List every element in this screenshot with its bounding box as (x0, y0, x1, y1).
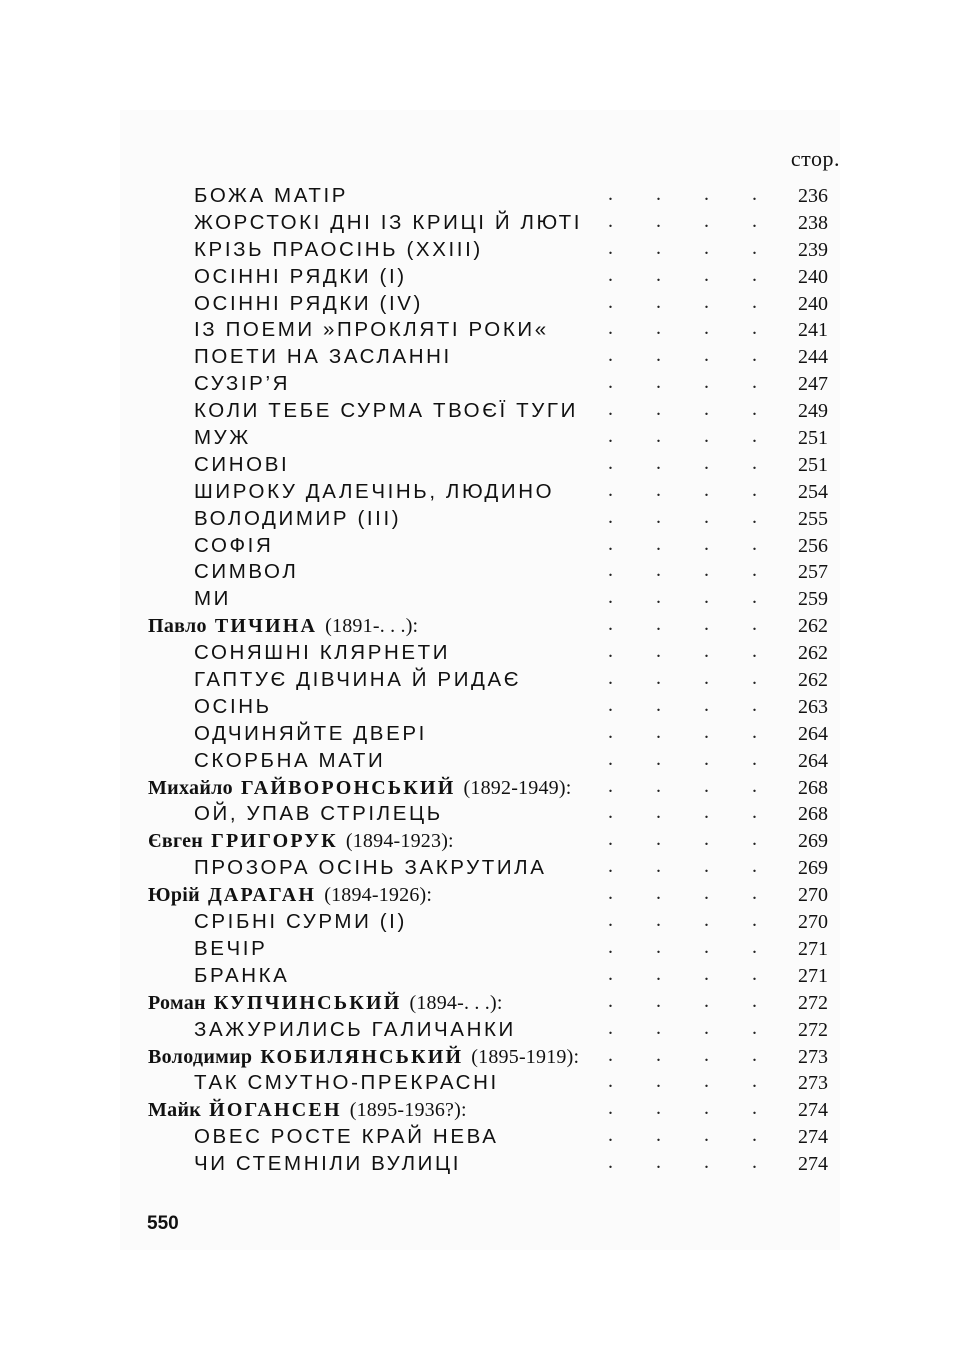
page-column-label: стор. (790, 146, 840, 171)
entry-page-number: 264 (798, 722, 828, 745)
poem-entry (148, 183, 828, 210)
poem-entry (148, 1124, 828, 1151)
author-surname: ГАЙВОРОНСЬКИЙ (240, 776, 456, 799)
author-heading (148, 1044, 579, 1071)
dot-leader: . . . . (608, 962, 776, 985)
dot-leader: . . . . (608, 828, 776, 851)
poem-title: ОЙ, УПАВ СТРІЛЕЦЬ (194, 802, 443, 826)
poem-title: ЧИ СТЕМНІЛИ ВУЛИЦІ (194, 1152, 462, 1176)
entry-page-number: 273 (798, 1045, 828, 1068)
dot-leader: . . . . (608, 209, 776, 232)
poem-entry (148, 452, 828, 479)
poem-title: КОЛИ ТЕБЕ СУРМА ТВОЄЇ ТУГИ (194, 399, 578, 423)
poem-title: КРІЗЬ ПРАОСІНЬ (XXIII) (194, 237, 483, 261)
dot-leader: . . . . (608, 1151, 776, 1174)
dot-leader: . . . . (608, 989, 776, 1012)
dot-leader: . . . . (608, 855, 776, 878)
poem-title: ОСІННІ РЯДКИ (I) (194, 264, 407, 288)
dot-leader: . . . . (608, 1016, 776, 1039)
dot-leader: . . . . (608, 667, 776, 690)
entry-page-number: 263 (798, 695, 828, 718)
poem-entry (148, 506, 828, 533)
author-surname: ЙОГАНСЕН (209, 1099, 342, 1122)
poem-title: ГАПТУЄ ДІВЧИНА Й РИДАЄ (194, 668, 522, 692)
dot-leader: . . . . (608, 505, 776, 528)
poem-title: БОЖА МАТІР (194, 184, 349, 207)
poem-entry (148, 1017, 828, 1044)
entry-page-number: 274 (798, 1126, 828, 1149)
entry-page-number: 272 (798, 991, 828, 1014)
poem-title: ПРОЗОРА ОСІНЬ ЗАКРУТИЛА (194, 856, 547, 880)
poem-title: МУЖ (194, 426, 251, 450)
poem-entry (148, 559, 828, 586)
entry-page-number: 249 (798, 400, 828, 423)
poem-entry (148, 748, 828, 775)
table-of-contents (148, 183, 828, 1178)
poem-entry (148, 1070, 828, 1097)
entry-page-number: 240 (798, 265, 828, 288)
entry-page-number: 244 (798, 346, 828, 369)
dot-leader: . . . . (608, 586, 776, 609)
author-given-name: Павло (148, 615, 207, 638)
author-given-name: Євген (148, 830, 204, 853)
poem-entry (148, 936, 828, 963)
entry-page-number: 264 (798, 749, 828, 772)
dot-leader: . . . . (608, 317, 776, 340)
dot-leader: . . . . (608, 935, 776, 958)
poem-title: СОНЯШНІ КЛЯРНЕТИ (194, 641, 451, 665)
dot-leader: . . . . (608, 371, 776, 394)
entry-page-number: 270 (798, 884, 828, 907)
dot-leader: . . . . (608, 1070, 776, 1093)
poem-title: ЗАЖУРИЛИСЬ ГАЛИЧАНКИ (194, 1017, 516, 1041)
poem-title: ОВЕС РОСТЕ КРАЙ НЕВА (194, 1125, 499, 1149)
dot-leader: . . . . (608, 183, 776, 205)
poem-entry (148, 291, 828, 318)
poem-title: ПОЕТИ НА ЗАСЛАННІ (194, 345, 452, 369)
author-entry (148, 1097, 828, 1124)
poem-title: ВЕЧІР (194, 936, 268, 960)
author-entry (148, 990, 828, 1017)
dot-leader: . . . . (608, 532, 776, 555)
entry-page-number: 269 (798, 830, 828, 853)
entry-page-number: 262 (798, 642, 828, 665)
entry-page-number: 262 (798, 615, 828, 638)
poem-entry (148, 909, 828, 936)
poem-title: СРІБНІ СУРМИ (I) (194, 910, 407, 934)
poem-entry (148, 237, 828, 264)
dot-leader: . . . . (608, 640, 776, 663)
entry-page-number: 251 (798, 453, 828, 476)
poem-entry (148, 640, 828, 667)
author-years: (1894-1923): (345, 830, 454, 853)
author-surname: КОБИЛЯНСЬКИЙ (260, 1045, 464, 1068)
poem-title: СОФІЯ (194, 533, 274, 557)
author-heading (148, 775, 571, 802)
author-heading (148, 613, 418, 640)
poem-title: СКОРБНА МАТИ (194, 748, 386, 772)
poem-entry (148, 264, 828, 291)
entry-page-number: 238 (798, 211, 828, 234)
entry-page-number: 240 (798, 292, 828, 315)
entry-page-number: 274 (798, 1153, 828, 1176)
poem-entry (148, 317, 828, 344)
author-surname: ГРИГОРУК (211, 830, 338, 853)
poem-title: ОДЧИНЯЙТЕ ДВЕРІ (194, 721, 427, 745)
entry-page-number: 271 (798, 964, 828, 987)
author-heading (148, 828, 454, 855)
author-given-name: Михайло (148, 776, 233, 799)
dot-leader: . . . . (608, 613, 776, 636)
poem-entry (148, 963, 828, 990)
poem-entry (148, 344, 828, 371)
poem-entry (148, 694, 828, 721)
author-given-name: Майк (148, 1099, 202, 1122)
entry-page-number: 251 (798, 427, 828, 450)
poem-title: ОСІННІ РЯДКИ (IV) (194, 291, 423, 315)
entry-page-number: 241 (798, 319, 828, 342)
entry-page-number: 268 (798, 803, 828, 826)
poem-entry (148, 371, 828, 398)
poem-title: МИ (194, 587, 232, 611)
poem-title: СИНОВІ (194, 452, 290, 476)
author-entry (148, 1044, 828, 1071)
entry-page-number: 262 (798, 669, 828, 692)
dot-leader: . . . . (608, 263, 776, 286)
author-given-name: Юрій (148, 884, 200, 907)
poem-title: ЖОРСТОКІ ДНІ ІЗ КРИЦІ Й ЛЮТІ (194, 210, 583, 234)
entry-page-number: 272 (798, 1018, 828, 1041)
dot-leader: . . . . (608, 451, 776, 474)
dot-leader: . . . . (608, 425, 776, 448)
dot-leader: . . . . (608, 747, 776, 770)
entry-page-number: 268 (798, 776, 828, 799)
author-years: (1894-. . .): (409, 991, 503, 1014)
author-years: (1895-1919): (471, 1045, 580, 1068)
dot-leader: . . . . (608, 909, 776, 932)
poem-title: ОСІНЬ (194, 694, 272, 718)
dot-leader: . . . . (608, 801, 776, 824)
author-years: (1894-1926): (324, 884, 433, 907)
poem-title: ТАК СМУТНО-ПРЕКРАСНІ (194, 1071, 499, 1095)
dot-leader: . . . . (608, 720, 776, 743)
author-years: (1895-1936?): (349, 1099, 467, 1122)
author-heading (148, 990, 503, 1017)
author-heading (148, 1097, 467, 1124)
dot-leader: . . . . (608, 774, 776, 797)
poem-entry (148, 667, 828, 694)
author-given-name: Роман (148, 991, 206, 1014)
dot-leader: . . . . (608, 398, 776, 421)
author-surname: ДАРАГАН (207, 884, 317, 907)
entry-page-number: 274 (798, 1099, 828, 1122)
dot-leader: . . . . (608, 1043, 776, 1066)
author-heading (148, 882, 432, 909)
entry-page-number: 255 (798, 507, 828, 530)
author-years: (1891-. . .): (325, 615, 419, 638)
dot-leader: . . . . (608, 478, 776, 501)
page-number: 550 (147, 1213, 179, 1234)
poem-title: ІЗ ПОЕМИ »ПРОКЛЯТІ РОКИ« (194, 318, 549, 342)
poem-entry (148, 398, 828, 425)
poem-entry (148, 533, 828, 560)
poem-entry (148, 479, 828, 506)
entry-page-number: 259 (798, 588, 828, 611)
entry-page-number: 271 (798, 937, 828, 960)
poem-entry (148, 1151, 828, 1178)
dot-leader: . . . . (608, 1124, 776, 1147)
author-given-name: Володимир (148, 1045, 253, 1068)
entry-page-number: 236 (798, 185, 828, 207)
dot-leader: . . . . (608, 344, 776, 367)
entry-page-number: 273 (798, 1072, 828, 1095)
poem-entry (148, 586, 828, 613)
author-entry (148, 828, 828, 855)
entry-page-number: 270 (798, 911, 828, 934)
entry-page-number: 256 (798, 534, 828, 557)
entry-page-number: 239 (798, 238, 828, 261)
poem-title: ВОЛОДИМИР (III) (194, 506, 402, 530)
poem-entry (148, 721, 828, 748)
author-surname: ТИЧИНА (214, 615, 318, 638)
entry-page-number: 269 (798, 857, 828, 880)
entry-page-number: 257 (798, 561, 828, 584)
poem-title: БРАНКА (194, 963, 290, 987)
poem-entry (148, 210, 828, 237)
poem-title: СУЗІР’Я (194, 372, 291, 396)
dot-leader: . . . . (608, 290, 776, 313)
entry-page-number: 254 (798, 480, 828, 503)
author-entry (148, 775, 828, 802)
dot-leader: . . . . (608, 1097, 776, 1120)
poem-entry (148, 801, 828, 828)
author-entry (148, 882, 828, 909)
author-surname: КУПЧИНСЬКИЙ (213, 991, 402, 1014)
entry-page-number: 247 (798, 373, 828, 396)
dot-leader: . . . . (608, 236, 776, 259)
dot-leader: . . . . (608, 882, 776, 905)
author-years: (1892-1949): (463, 776, 572, 799)
author-entry (148, 613, 828, 640)
poem-entry (148, 425, 828, 452)
dot-leader: . . . . (608, 559, 776, 582)
poem-entry (148, 855, 828, 882)
poem-title: ШИРОКУ ДАЛЕЧІНЬ, ЛЮДИНО (194, 479, 555, 503)
poem-title: СИМВОЛ (194, 560, 299, 584)
dot-leader: . . . . (608, 693, 776, 716)
